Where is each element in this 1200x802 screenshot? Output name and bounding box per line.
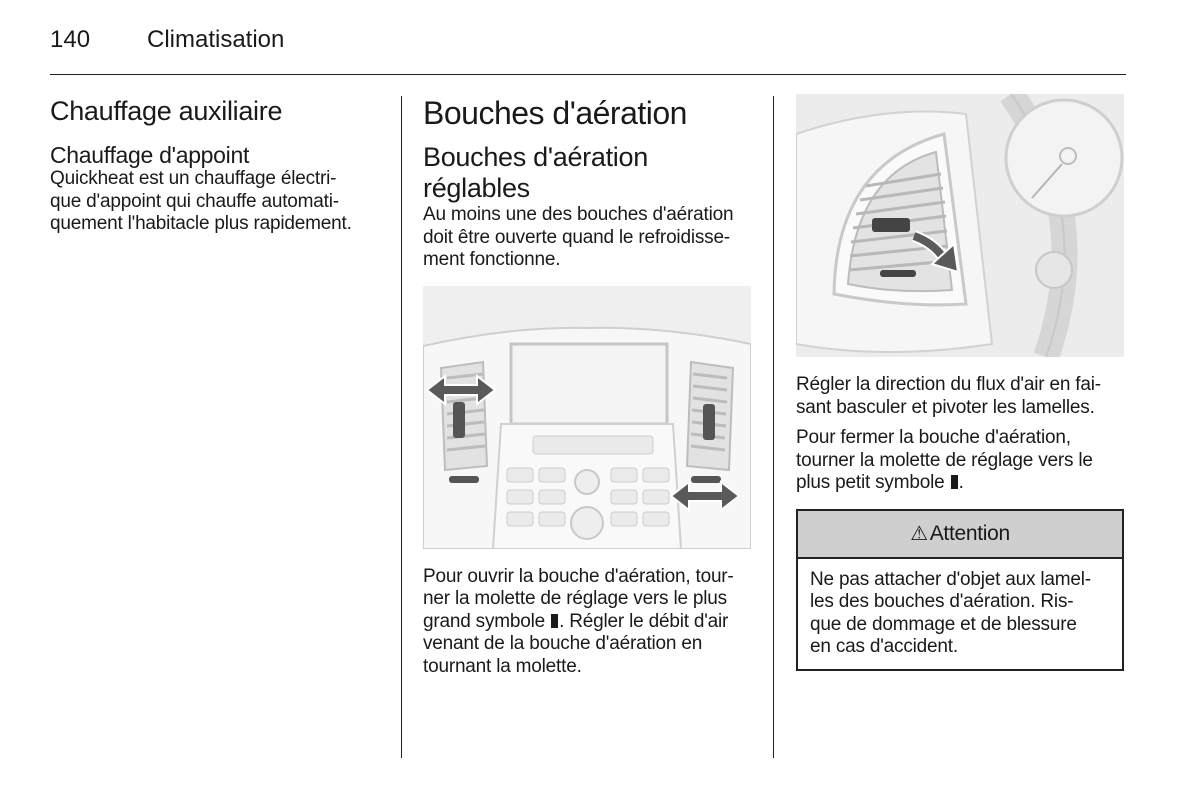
body-text: Quickheat est un chauffage électri- que d'appoint qui chauffe automati- quement l'habitacle plus rapidement.	[50, 168, 352, 234]
attention-header	[798, 511, 1122, 559]
large-vent-symbol-icon	[551, 614, 558, 628]
column-air-vents	[423, 94, 758, 678]
direction-text: Régler la direction du flux d'air en fai- sant basculer et pivoter les lamelles.	[796, 374, 1101, 418]
subsection-title: Chauffage d'appoint	[50, 142, 250, 168]
subsection-title: Bouches d'aération réglables	[423, 142, 648, 203]
header-rule	[50, 74, 1126, 75]
attention-text: Ne pas attacher d'objet aux lamel- les des bouches d'aération. Ris- que de dommage et de blessure en cas d'accident.	[810, 568, 1091, 657]
page-number: 140	[50, 26, 91, 53]
section-title: Bouches d'aération	[423, 95, 687, 131]
attention-title: Attention	[929, 521, 1010, 545]
small-vent-symbol-icon	[951, 475, 958, 489]
column-divider	[773, 96, 774, 758]
column-vent-adjustment	[796, 94, 1126, 671]
warning-triangle-icon: ⚠	[910, 523, 928, 545]
side-vent-thumbwheel-illustration	[796, 94, 1124, 357]
center-console-vents-illustration	[423, 286, 751, 549]
attention-box	[796, 509, 1124, 671]
column-divider	[401, 96, 402, 758]
intro-text: Au moins une des bouches d'aération doit être ouverte quand le refroidisse- ment fonctionne.	[423, 204, 734, 270]
open-vent-text: Pour ouvrir la bouche d'aération, tour- ner la molette de réglage vers le plus grand symbole . Régler le débit d'air venant de la bouche d'aération en tournant la molette.	[423, 565, 734, 677]
close-vent-text: Pour fermer la bouche d'aération, tourner la molette de réglage vers le plus petit symbole .	[796, 427, 1093, 493]
section-title: Chauffage auxiliaire	[50, 96, 283, 126]
column-auxiliary-heating	[50, 94, 385, 236]
chapter-title: Climatisation	[147, 26, 285, 53]
